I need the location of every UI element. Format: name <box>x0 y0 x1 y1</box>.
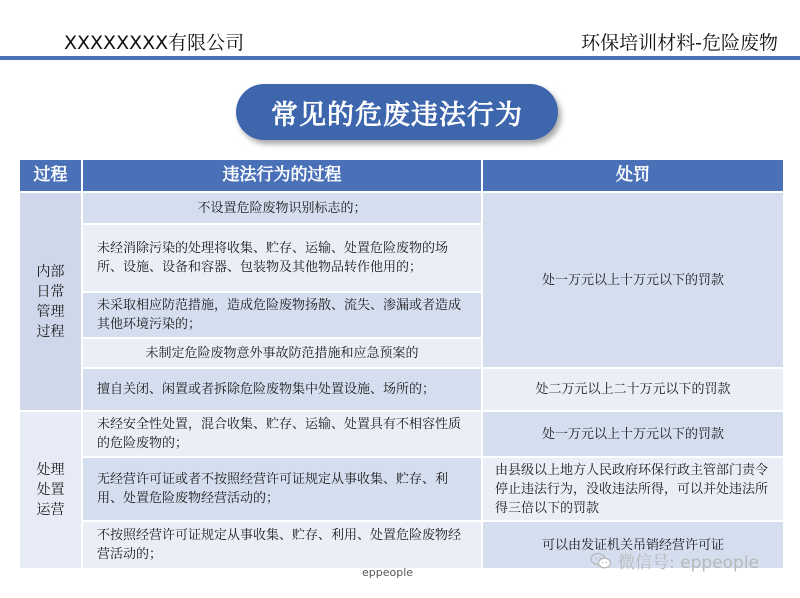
footer-source: eppeople <box>362 566 414 579</box>
table-row: 擅自关闭、闲置或者拆除危险废物集中处置设施、场所的； <box>83 369 481 410</box>
penalty-cell: 处一万元以上十万元以下的罚款 <box>483 193 783 367</box>
table-row: 不设置危险废物识别标志的； <box>83 193 481 223</box>
watermark-text: 微信号: eppeople <box>618 553 760 573</box>
column-header-violation: 违法行为的过程 <box>83 160 481 191</box>
column-header-penalty: 处罚 <box>483 160 783 191</box>
page-header <box>0 0 800 58</box>
table-row: 未采取相应防范措施，造成危险废物扬散、流失、渗漏或者造成其他环境污染的； <box>83 293 481 337</box>
company-name: XXXXXXXX有限公司 <box>64 32 245 54</box>
document-title: 环保培训材料-危险废物 <box>581 32 778 54</box>
table-row: 未经消除污染的处理将收集、贮存、运输、处置危险废物的场所、设施、设备和容器、包装物及其他物品转作他用的； <box>83 225 481 291</box>
violations-table <box>20 160 783 568</box>
penalty-cell: 由县级以上地方人民政府环保行政主管部门责令停止违法行为，没收违法所得，可以并处违法所得三倍以下的罚款 <box>483 458 783 520</box>
wechat-icon <box>590 552 612 570</box>
table-row: 未制定危险废物意外事故防范措施和应急预案的 <box>83 339 481 367</box>
process-group-operation: 处理 处置 运营 <box>20 412 81 568</box>
penalty-cell: 处一万元以上十万元以下的罚款 <box>483 412 783 456</box>
wechat-watermark <box>590 548 759 573</box>
slide-title: 常见的危废违法行为 <box>236 84 558 140</box>
penalty-cell: 可以由发证机关吊销经营许可证 <box>483 522 783 568</box>
table-row: 未经安全性处置，混合收集、贮存、运输、处置具有不相容性质的危险废物的； <box>83 412 481 456</box>
header-divider <box>0 56 800 60</box>
penalty-cell: 处二万元以上二十万元以下的罚款 <box>483 369 783 410</box>
column-header-process: 过程 <box>20 160 81 191</box>
table-row: 无经营许可证或者不按照经营许可证规定从事收集、贮存、利用、处置危险废物经营活动的； <box>83 458 481 520</box>
process-group-internal: 内部 日常 管理 过程 <box>20 193 81 410</box>
table-row: 不按照经营许可证规定从事收集、贮存、利用、处置危险废物经营活动的； <box>83 522 481 568</box>
